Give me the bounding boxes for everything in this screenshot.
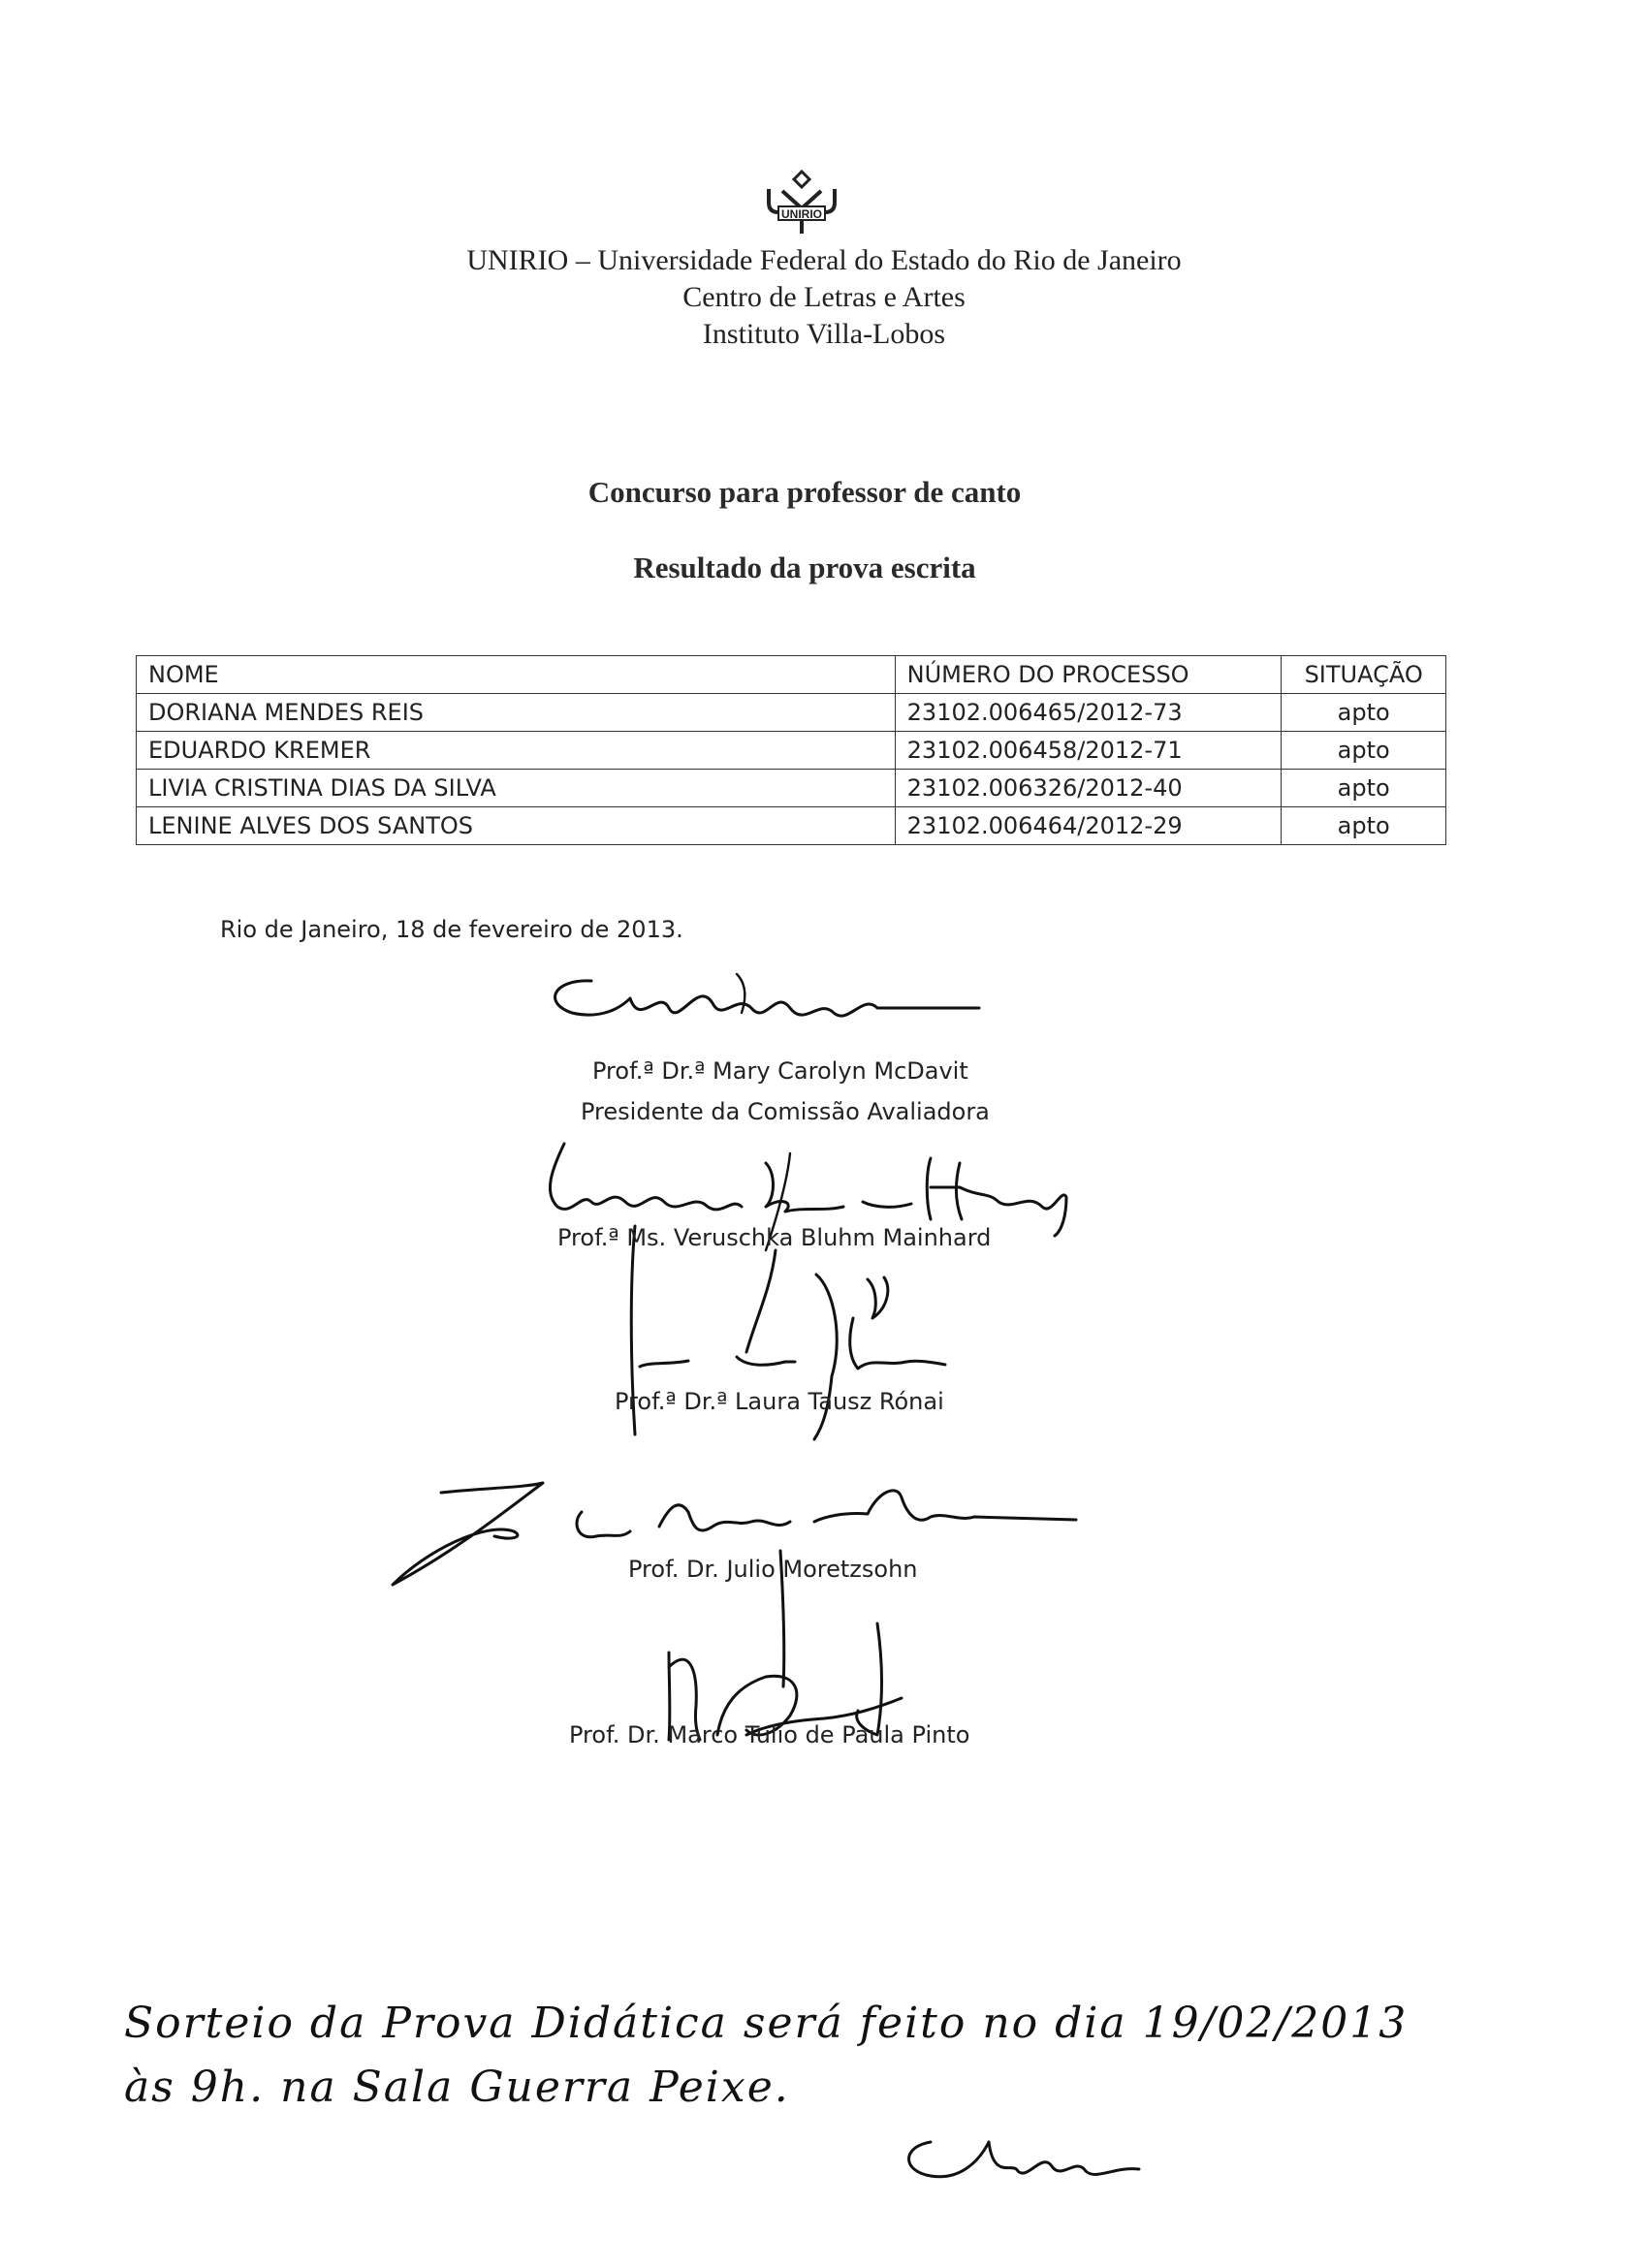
note-initials [909, 2142, 1140, 2177]
cell-name: LIVIA CRISTINA DIAS DA SILVA [137, 770, 896, 807]
document-title: Concurso para professor de canto [587, 475, 1022, 509]
cell-process: 23102.006464/2012-29 [895, 807, 1282, 845]
signatory-5-name: Prof. Dr. Marco Tulio de Paula Pinto [569, 1721, 970, 1748]
cell-name: DORIANA MENDES REIS [137, 694, 896, 732]
handwritten-note-line1: Sorteio da Prova Didática será feito no dia 19/02/2013 [124, 1999, 1409, 2048]
signature-1 [555, 974, 979, 1016]
signatory-2-name: Prof.ª Ms. Veruschka Bluhm Mainhard [557, 1224, 992, 1251]
cell-process: 23102.006326/2012-40 [895, 770, 1282, 807]
results-table [136, 655, 1446, 845]
cell-status: apto [1282, 807, 1446, 845]
table-header-row [137, 656, 1446, 694]
header-cell-process: NÚMERO DO PROCESSO [895, 656, 1282, 694]
table-row [137, 770, 1446, 807]
signatory-3-name: Prof.ª Dr.ª Laura Tausz Rónai [615, 1388, 944, 1415]
date-line: Rio de Janeiro, 18 de fevereiro de 2013. [220, 916, 683, 943]
signatory-1-name: Prof.ª Dr.ª Mary Carolyn McDavit [592, 1057, 968, 1085]
table-row [137, 732, 1446, 770]
institute-name: Instituto Villa-Lobos [702, 318, 946, 350]
svg-text:UNIRIO: UNIRIO [781, 207, 822, 221]
table-row [137, 807, 1446, 845]
signatory-1-role: Presidente da Comissão Avaliadora [581, 1098, 990, 1125]
header-cell-name: NOME [137, 656, 896, 694]
cell-status: apto [1282, 694, 1446, 732]
cell-process: 23102.006465/2012-73 [895, 694, 1282, 732]
cell-name: LENINE ALVES DOS SANTOS [137, 807, 896, 845]
document-subtitle: Resultado da prova escrita [633, 551, 976, 584]
cell-name: EDUARDO KREMER [137, 732, 896, 770]
header-cell-status: SITUAÇÃO [1282, 656, 1446, 694]
unirio-logo [763, 170, 840, 237]
cell-status: apto [1282, 732, 1446, 770]
cell-status: apto [1282, 770, 1446, 807]
center-name: Centro de Letras e Artes [682, 281, 966, 313]
signatory-4-name: Prof. Dr. Julio Moretzsohn [628, 1556, 918, 1583]
university-name: UNIRIO – Universidade Federal do Estado do Rio de Janeiro [466, 244, 1182, 276]
handwritten-note-line2: às 9h. na Sala Guerra Peixe. [124, 2063, 790, 2112]
institution-header [0, 242, 1648, 353]
cell-process: 23102.006458/2012-71 [895, 732, 1282, 770]
table-row [137, 694, 1446, 732]
